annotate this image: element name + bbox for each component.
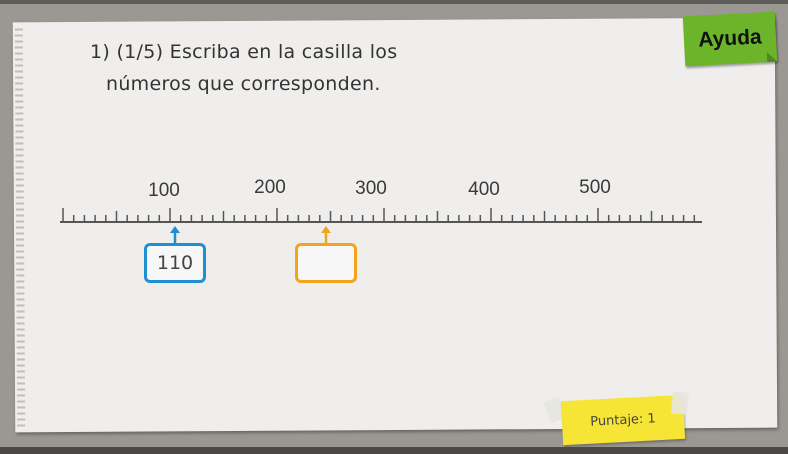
question-line-1: 1) (1/5) Escriba en la casilla los <box>90 41 398 63</box>
bottom-bar <box>0 447 788 454</box>
tick-label-400: 400 <box>468 179 500 200</box>
blue-arrow-head <box>170 226 180 233</box>
tick-label-200: 200 <box>254 177 286 198</box>
score-note <box>561 395 685 445</box>
help-button-label: Ayuda <box>697 25 763 52</box>
orange-arrow-head <box>321 226 331 233</box>
tick-label-500: 500 <box>579 177 611 198</box>
tick-label-300: 300 <box>355 178 387 199</box>
answer-box-1-value: 110 <box>156 252 194 274</box>
answer-box-2[interactable] <box>295 243 357 283</box>
answer-box-1[interactable] <box>144 243 206 283</box>
question-line-2: números que corresponden. <box>106 73 381 95</box>
tick-label-100: 100 <box>148 180 180 201</box>
number-line-ticks <box>63 208 694 222</box>
score-label: Puntaje: 1 <box>589 410 657 430</box>
tape-right <box>671 391 689 415</box>
answer-input-2[interactable] <box>298 246 354 280</box>
